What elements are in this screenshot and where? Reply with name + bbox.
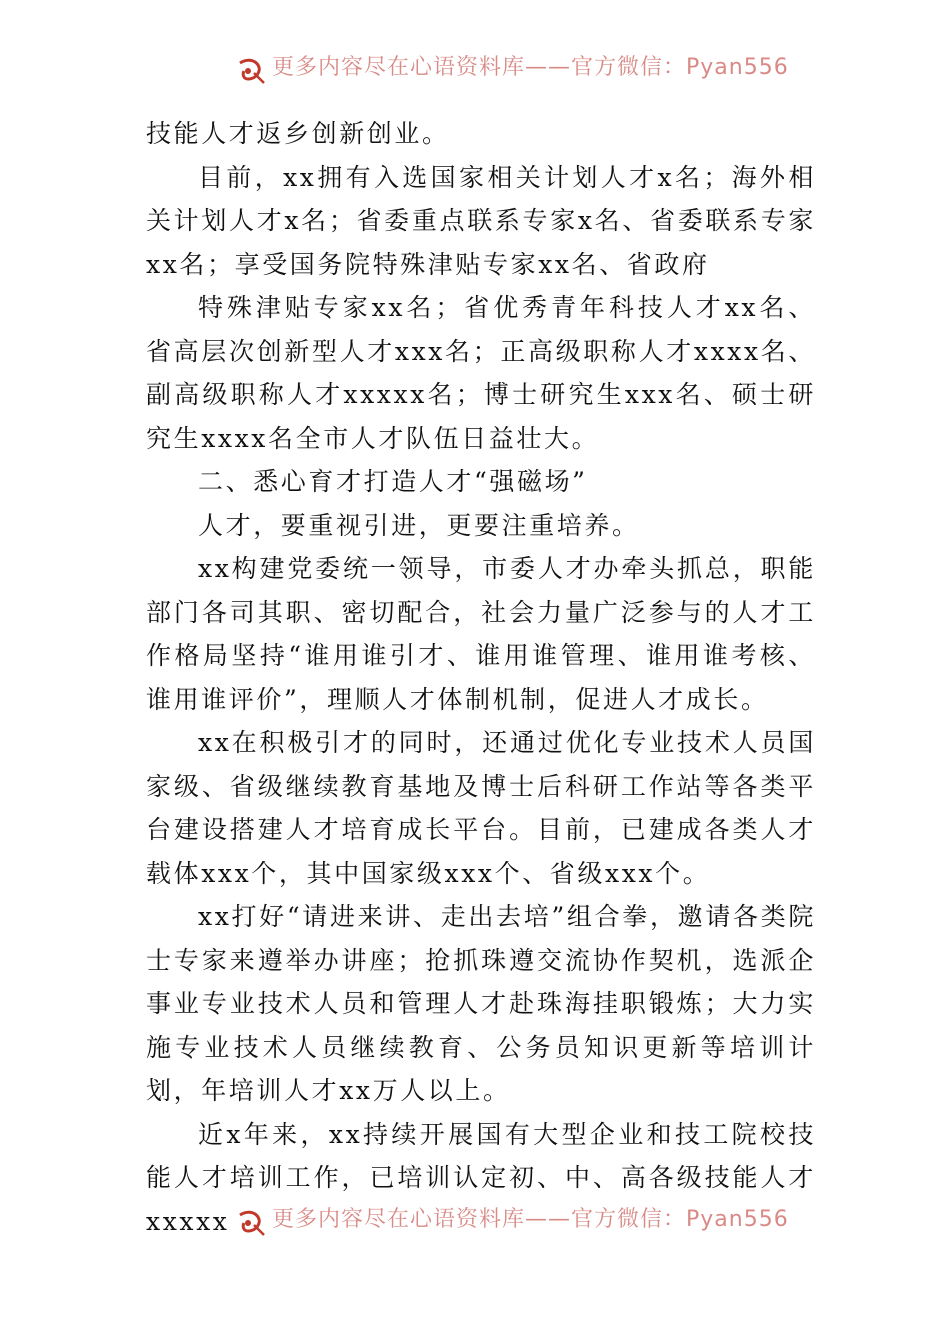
header-watermark xyxy=(0,54,950,88)
section-heading: 二、悉心育才打造人才“强磁场” xyxy=(198,467,588,496)
watermark-logo-icon xyxy=(236,1209,266,1237)
document-body xyxy=(146,112,816,1243)
footer-watermark xyxy=(0,1206,950,1240)
paragraph-8: 近x年来，xx持续开展国有大型企业和技工院校技能人才培训工作，已培训认定初、中、高各级技能人才xxxxx xyxy=(146,1119,816,1236)
paragraph-1: 技能人才返乡创新创业。 xyxy=(146,119,450,148)
paragraph-5: xx构建党委统一领导，市委人才办牵头抓总，职能部门各司其职、密切配合，社会力量广泛参与的人才工作格局坚持“谁用谁引才、谁用谁管理、谁用谁考核、谁用谁评价”，理顺人才体制机制，促进人才成长。 xyxy=(146,554,816,714)
paragraph-6: xx在积极引才的同时，还通过优化专业技术人员国家级、省级继续教育基地及博士后科研工作站等各类平台建设搭建人才培育成长平台。目前，已建成各类人才载体xxx个，其中国家级xxx个、省级xxx个。 xyxy=(146,728,816,888)
watermark-logo-icon xyxy=(236,57,266,85)
watermark-text: 更多内容尽在心语资料库——官方微信：Pyan556 xyxy=(272,1206,789,1232)
paragraph-3: 特殊津贴专家xx名；省优秀青年科技人才xx名、省高层次创新型人才xxx名；正高级职称人才xxxx名、副高级职称人才xxxxx名；博士研究生xxx名、硕士研究生xxxx名全市人才队伍日益壮大。 xyxy=(146,293,816,453)
paragraph-4: 人才，要重视引进，更要注重培养。 xyxy=(198,510,640,540)
paragraph-7: xx打好“请进来讲、走出去培”组合拳，邀请各类院士专家来遵举办讲座；抢抓珠遵交流协作契机，选派企事业专业技术人员和管理人才赴珠海挂职锻炼；大力实施专业技术人员继续教育、公务员知识更新等培训计划，年培训人才xx万人以上。 xyxy=(146,902,816,1105)
paragraph-2: 目前，xx拥有入选国家相关计划人才x名；海外相关计划人才x名；省委重点联系专家x名、省委联系专家xx名；享受国务院特殊津贴专家xx名、省政府 xyxy=(146,162,816,279)
watermark-text: 更多内容尽在心语资料库——官方微信：Pyan556 xyxy=(272,54,789,80)
